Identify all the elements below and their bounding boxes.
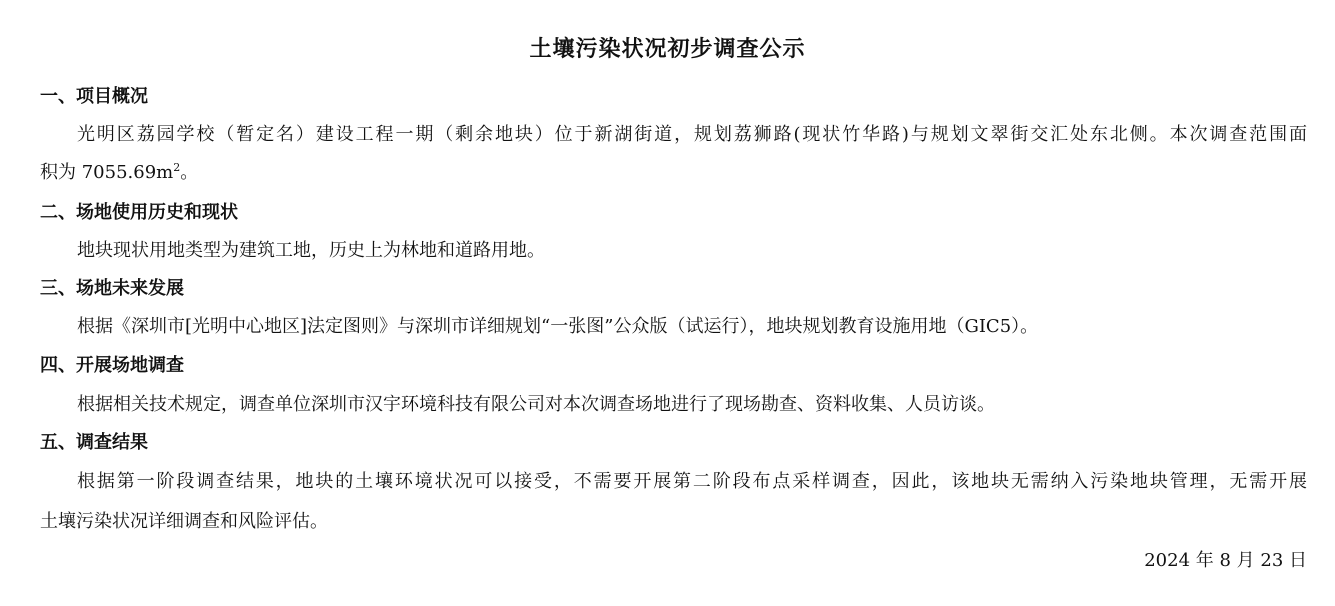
section-paragraph-project-overview-line1: 光明区荔园学校（暂定名）建设工程一期（剩余地块）位于新湖街道，规划荔狮路(现状竹华路)与规划文翠街交汇处东北侧。本次调查范围面 [77,124,1307,145]
section-heading-site-investigation: 四、开展场地调查 [40,355,184,376]
section-heading-investigation-results: 五、调查结果 [40,432,148,453]
section-heading-site-history: 二、场地使用历史和现状 [40,202,238,223]
section-heading-project-overview: 一、项目概况 [40,86,148,107]
section-paragraph-future-development: 根据《深圳市[光明中心地区]法定图则》与深圳市详细规划“一张图”公众版（试运行），地块规划教育设施用地（GIC5）。 [77,316,1039,337]
area-text-suffix: 。 [180,162,199,183]
section-heading-future-development: 三、场地未来发展 [40,278,184,299]
section-paragraph-site-investigation: 根据相关技术规定，调查单位深圳市汉宇环境科技有限公司对本次调查场地进行了现场勘查、资料收集、人员访谈。 [77,394,995,415]
area-superscript: 2 [173,161,181,174]
section-paragraph-investigation-results-line1: 根据第一阶段调查结果，地块的土壤环境状况可以接受，不需要开展第二阶段布点采样调查，因此，该地块无需纳入污染地块管理，无需开展 [77,471,1307,492]
publication-date: 2024 年 8 月 23 日 [1144,550,1307,571]
section-paragraph-project-overview-line2 [40,160,198,186]
document-title: 土壤污染状况初步调查公示 [529,36,806,62]
section-paragraph-investigation-results-line2: 土壤污染状况详细调查和风险评估。 [40,511,328,532]
section-paragraph-site-history: 地块现状用地类型为建筑工地，历史上为林地和道路用地。 [77,240,545,261]
area-text: 积为 7055.69m [40,162,174,183]
